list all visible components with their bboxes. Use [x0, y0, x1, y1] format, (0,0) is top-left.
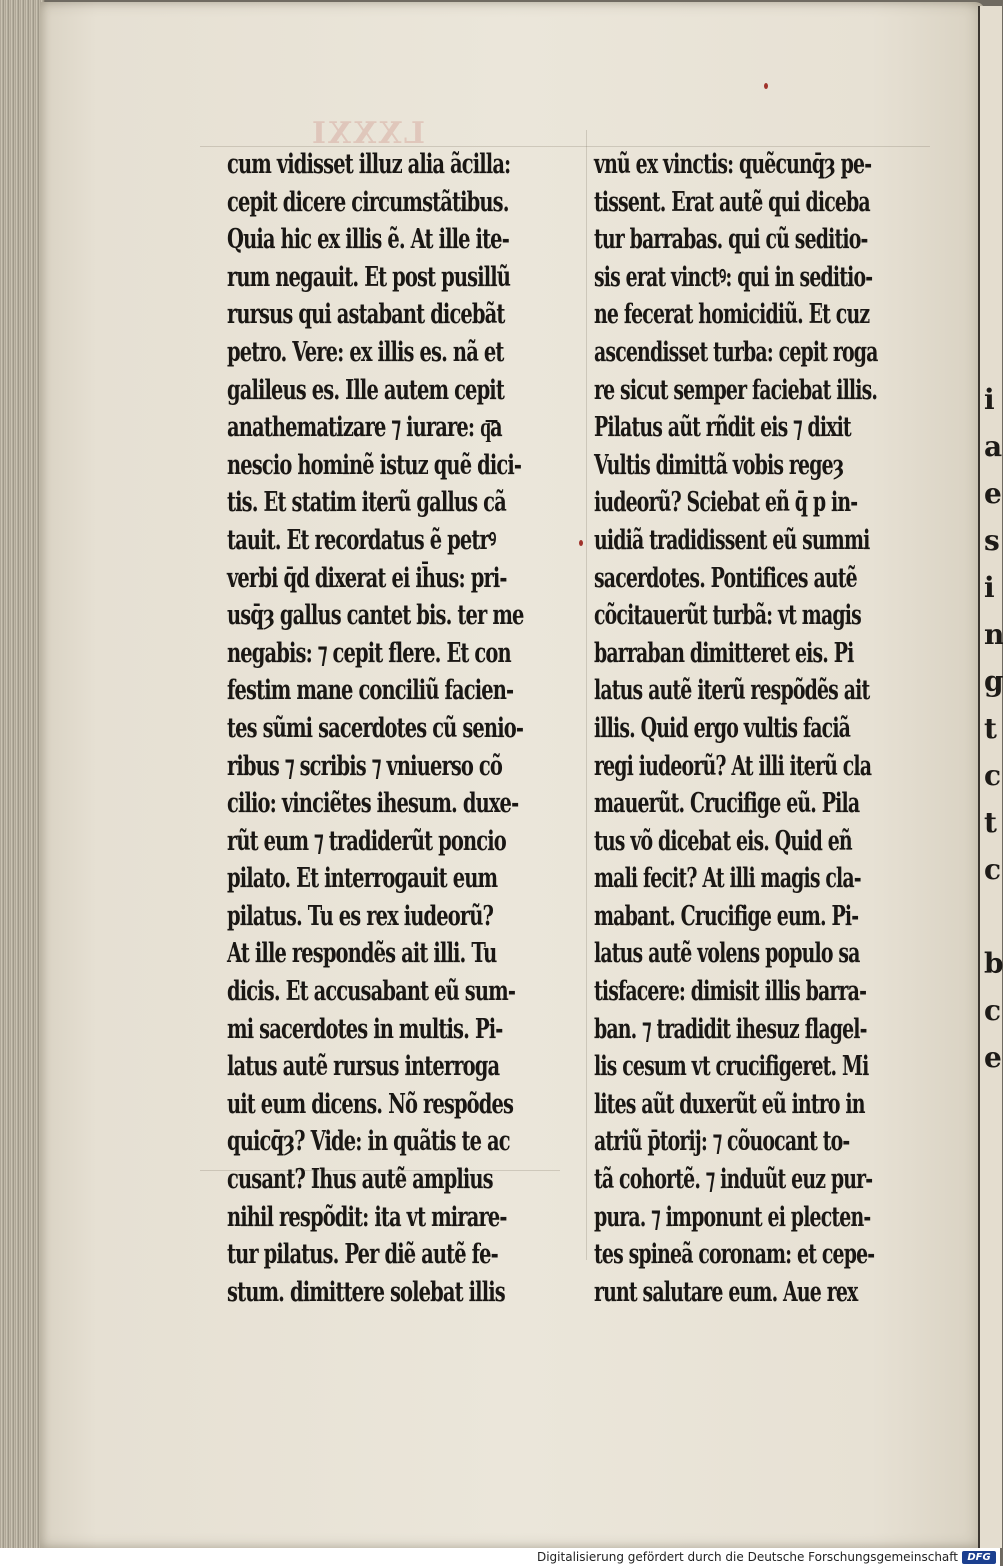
next-page-letter: c [984, 759, 1001, 792]
text-line: uidiã tradidissent eũ summi [594, 524, 870, 556]
next-page-letter [984, 893, 1002, 940]
text-line: runt salutare eum. Aue rex [594, 1276, 858, 1308]
next-page-letter: e [984, 1041, 1001, 1074]
text-line: atriũ p̄torij: ⁊ cõuocant to- [594, 1126, 850, 1158]
dfg-logo: DFG [962, 1551, 996, 1564]
text-line: galileus es. Ille autem cepit [227, 374, 504, 406]
next-page-letter: n [984, 618, 1003, 651]
text-line: latus autẽ rursus interroga [227, 1051, 500, 1083]
text-line: ascendisset turba: cepit roga [594, 336, 878, 368]
text-line: rũt eum ⁊ tradiderũt poncio [227, 825, 506, 857]
text-line: barraban dimitteret eis. Pi [594, 637, 854, 669]
text-line: lis cesum vt crucifigeret. Mi [594, 1051, 869, 1083]
text-line: tur pilatus. Per diẽ autẽ fe- [227, 1239, 498, 1271]
text-line: tur barrabas. qui cũ seditio- [594, 224, 868, 256]
text-line: cum vidisset illuz alia ãcilla: [227, 149, 511, 180]
text-line: tes spineã coronam: et cepe- [594, 1239, 875, 1271]
text-line: mali fecit? At illi magis cla- [594, 863, 861, 895]
text-line: lites aũt duxerũt eũ intro in [594, 1088, 865, 1120]
text-line: dicis. Et accusabant eũ sum- [227, 976, 516, 1008]
next-page-letter: e [984, 477, 1001, 510]
text-line: festim mane conciliũ facien- [227, 675, 514, 707]
next-page-edge [978, 6, 1002, 1548]
text-line: tes sũmi sacerdotes cũ senio- [227, 712, 524, 744]
footer-bar [0, 1548, 1000, 1566]
text-line: tã cohortẽ. ⁊ induũt euz pur- [594, 1164, 873, 1196]
next-page-letter: c [984, 853, 1001, 886]
ruling-line-mid [586, 130, 587, 1260]
text-line: pura. ⁊ imponunt ei plecten- [594, 1201, 871, 1233]
text-line: mauerũt. Crucifige eũ. Pila [594, 788, 860, 820]
text-line: nescio hominẽ istuz quẽ dici- [227, 449, 522, 481]
text-line: tissent. Erat autẽ qui diceba [594, 186, 870, 218]
text-line: tis. Et statim iterũ gallus cã [227, 487, 506, 519]
next-page-text-fragment [984, 376, 1002, 1081]
next-page-letter: t [984, 712, 996, 745]
text-line: ban. ⁊ tradidit ihesuz flagel- [594, 1013, 867, 1045]
text-line: latus autẽ iterũ respõdẽs ait [594, 675, 870, 707]
text-line: Pilatus aũt rñdit eis ⁊ dixit [594, 412, 851, 444]
next-page-letter: t [984, 806, 996, 839]
right-text-column [594, 146, 924, 1311]
red-ink-mark [764, 83, 768, 89]
text-line: Quia hic ex illis ẽ. At ille ite- [227, 224, 509, 256]
text-line: negabis: ⁊ cepit flere. Et con [227, 637, 511, 669]
text-line: ribus ⁊ scribis ⁊ vniuerso cõ [227, 750, 503, 782]
text-line: tus võ dicebat eis. Quid eñ [594, 825, 852, 857]
text-line: anathematizare ⁊ iurare: q͞a [227, 412, 502, 444]
text-line: cilio: vinciẽtes ihesum. duxe- [227, 788, 519, 820]
book-edge [0, 0, 45, 1548]
text-line: tauit. Et recordatus ẽ petrꝰ [227, 524, 496, 556]
text-line: tisfacere: dimisit illis barra- [594, 976, 867, 1008]
text-line: stum. dimittere solebat illis [227, 1276, 505, 1308]
text-line: pilatus. Tu es rex iudeorũ? [227, 900, 494, 932]
text-line: rursus qui astabant dicebãt [227, 299, 505, 331]
next-page-letter: s [984, 524, 999, 557]
text-line: vnũ ex vinctis: quẽcunq̄ȝ pe- [594, 149, 872, 180]
text-line: regi iudeorũ? At illi iterũ cla [594, 750, 872, 782]
text-line: At ille respondẽs ait illi. Tu [227, 938, 497, 970]
next-page-letter: i [984, 571, 994, 604]
text-line: nihil respõdit: ita vt mirare- [227, 1201, 507, 1233]
text-line: petro. Vere: ex illis es. nã et [227, 336, 504, 368]
text-line: uit eum dicens. Nõ respõdes [227, 1088, 514, 1120]
text-line: illis. Quid ergo vultis faciã [594, 712, 851, 744]
text-line: pilato. Et interrogauit eum [227, 863, 498, 895]
text-line: cusant? Ihus autẽ amplius [227, 1164, 493, 1196]
text-line: rum negauit. Et post pusillũ [227, 261, 511, 293]
text-line: ne fecerat homicidiũ. Et cuz [594, 299, 870, 331]
footer-credit: Digitalisierung gefördert durch die Deutsche Forschungsgemeinschaft [536, 1550, 958, 1564]
text-line: quicq̄ȝ? Vide: in quãtis te ac [227, 1126, 510, 1158]
text-line: sis erat vinctꝰ: qui in seditio- [594, 261, 873, 293]
text-line: iudeorũ? Sciebat eñ q̄ p in- [594, 487, 858, 519]
text-line: re sicut semper faciebat illis. [594, 374, 878, 406]
text-line: usq̄ȝ gallus cantet bis. ter me [227, 600, 524, 632]
text-line: cõcitauerũt turbã: vt magis [594, 600, 861, 632]
text-line: mabant. Crucifige eum. Pi- [594, 900, 859, 932]
next-page-letter: a [984, 430, 1002, 463]
next-page-letter: b [984, 947, 1003, 980]
text-line: latus autẽ volens populo sa [594, 938, 860, 970]
left-text-column [227, 146, 567, 1311]
text-line: sacerdotes. Pontifices autẽ [594, 562, 857, 594]
next-page-letter: g [984, 665, 1003, 698]
text-line: Vultis dimittã vobis regeȝ [594, 449, 844, 481]
text-line: verbi q̄d dixerat ei ih̄us: pri- [227, 562, 507, 594]
next-page-letter: i [984, 383, 994, 416]
text-line: mi sacerdotes in multis. Pi- [227, 1013, 503, 1045]
folio-number-show-through: LXXXI [310, 116, 425, 151]
red-ink-mark [579, 540, 583, 546]
next-page-letter: c [984, 994, 1001, 1027]
text-line: cepit dicere circumstãtibus. [227, 186, 509, 218]
